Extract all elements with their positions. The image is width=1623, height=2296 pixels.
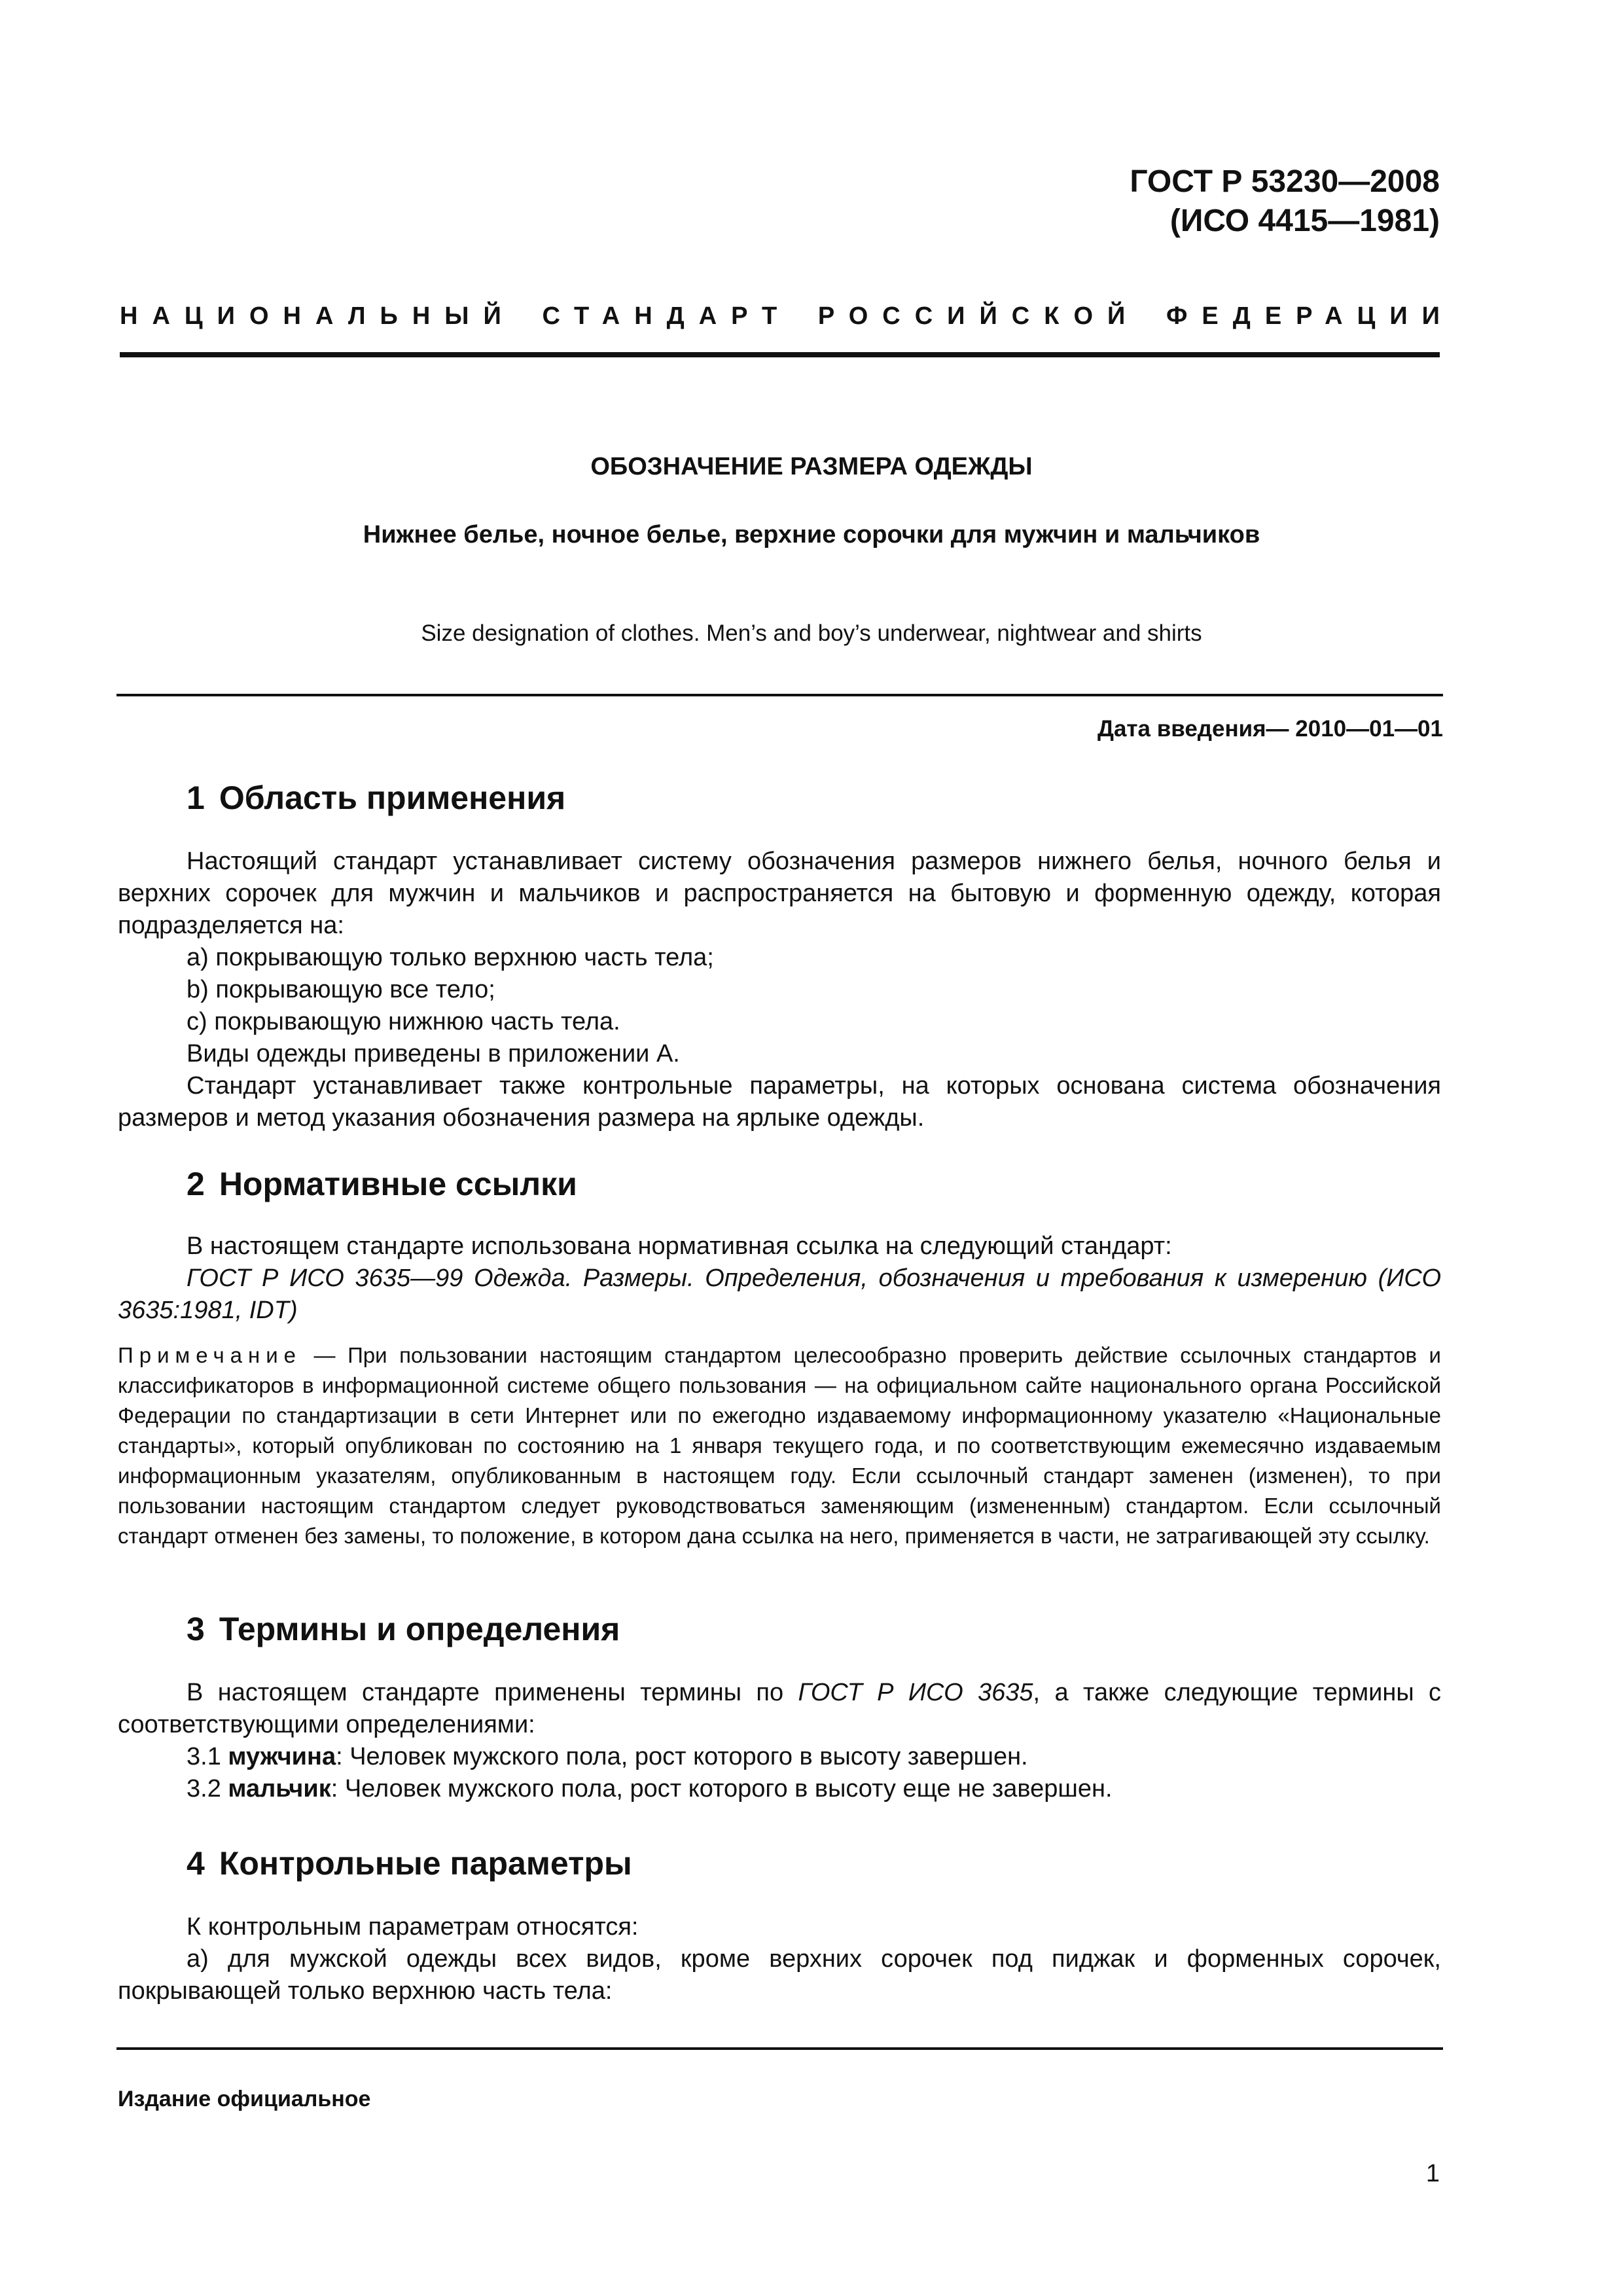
section-number: 2 [187, 1166, 205, 1202]
document-title: ОБОЗНАЧЕНИЕ РАЗМЕРА ОДЕЖДЫ [590, 453, 1033, 480]
section-heading-references [187, 1165, 577, 1203]
banner-word: НАЦИОНАЛЬНЫЙ [120, 302, 516, 330]
banner-word: СТАНДАРТ [542, 302, 792, 330]
note-label: Примечание [118, 1343, 302, 1367]
banner-word: РОССИЙСКОЙ [817, 302, 1140, 330]
section-title: Контрольные параметры [219, 1845, 632, 1882]
section-number: 3 [187, 1611, 205, 1647]
term-definition: : Человек мужского пола, рост которого в высоту еще не завершен. [330, 1775, 1113, 1803]
section-body-terms [118, 1677, 1441, 1805]
list-item: а) для мужской одежды всех видов, кроме верхних сорочек под пиджак и форменных сорочек, покрывающей только верхнюю часть тела: [118, 1945, 1441, 2005]
reference-inline: ГОСТ Р ИСО 3635 [798, 1679, 1033, 1706]
document-subtitle: Нижнее белье, ночное белье, верхние сорочки для мужчин и мальчиков [363, 521, 1260, 548]
note-block [118, 1340, 1441, 1551]
english-title: Size designation of clothes. Men’s and boy’s underwear, nightwear and shirts [421, 620, 1202, 646]
term: мужчина [228, 1743, 336, 1770]
term-number: 3.2 [187, 1775, 221, 1803]
term-entry [118, 1773, 1441, 1805]
gost-number: ГОСТ Р 53230—2008 [1130, 164, 1440, 199]
edition-label: Издание официальное [118, 2087, 371, 2111]
term-entry [118, 1741, 1441, 1773]
section-heading-terms [187, 1610, 620, 1648]
section-heading-scope [187, 779, 565, 817]
paragraph: Виды одежды приведены в приложении А. [187, 1040, 680, 1067]
paragraph: Стандарт устанавливает также контрольные параметры, на которых основана система обозначения размеров и метод указания обозначения размера на ярлыке одежды. [118, 1072, 1441, 1132]
title-divider [116, 694, 1443, 696]
term-number: 3.1 [187, 1743, 221, 1770]
section-number: 4 [187, 1845, 205, 1882]
section-body-control-parameters [118, 1911, 1441, 2007]
section-number: 1 [187, 780, 205, 816]
document-number-block [1130, 162, 1440, 241]
list-item: b) покрывающую все тело; [187, 976, 495, 1003]
paragraph: Настоящий стандарт устанавливает систему обозначения размеров нижнего белья, ночного белья и верхних сорочек для мужчин и мальчиков и распространяется на бытовую и форменную одежду, которая подразделяется на: [118, 848, 1441, 939]
list-item: a) покрывающую только верхнюю часть тела; [187, 944, 714, 971]
iso-number: (ИСО 4415—1981) [1169, 204, 1440, 238]
section-body-scope [118, 846, 1441, 1134]
national-standard-banner [120, 302, 1454, 331]
paragraph [118, 1677, 1441, 1741]
paragraph: В настоящем стандарте использована нормативная ссылка на следующий стандарт: [187, 1232, 1172, 1260]
text-span: В настоящем стандарте применены термины по [187, 1679, 798, 1706]
section-title: Область применения [219, 780, 566, 816]
section-title: Нормативные ссылки [219, 1166, 577, 1202]
page-number: 1 [1425, 2160, 1440, 2187]
paragraph: К контрольным параметрам относятся: [187, 1913, 639, 1941]
banner-word: ФЕДЕРАЦИИ [1166, 302, 1454, 330]
section-heading-control-parameters [187, 1844, 632, 1882]
list-item: c) покрывающую нижнюю часть тела. [187, 1008, 620, 1035]
term: мальчик [228, 1775, 331, 1803]
normative-reference: ГОСТ Р ИСО 3635—99 Одежда. Размеры. Определения, обозначения и требования к измерению (ИСО 3635:1981, IDT) [118, 1265, 1441, 1324]
term-definition: : Человек мужского пола, рост которого в высоту завершен. [336, 1743, 1028, 1770]
section-title: Термины и определения [219, 1611, 620, 1647]
header-divider [120, 352, 1440, 357]
text-span: , а также следующие термины с соответствующими определениями: [118, 1679, 1441, 1738]
note-text: — При пользовании настоящим стандартом целесообразно проверить действие ссылочных стандартов и классификаторов в информационной системе общего пользования — на официальном сайте национального органа Российской Федерации по стандартизации в сети Интернет или по ежегодно издаваемому информационному указателю «Национальные стандарты», который опубликован по состоянию на 1 января текущего года, и по соответствующим ежемесячно издаваемым информационным указателям, опубликованным в настоящем году. Если ссылочный стандарт заменен (изменен), то при пользовании настоящим стандартом следует руководствоваться заменяющим (измененным) стандартом. Если ссылочный стандарт отменен без замены, то положение, в котором дана ссылка на него, применяется в части, не затрагивающей эту ссылку. [118, 1343, 1441, 1548]
section-body-references [118, 1230, 1441, 1327]
introduction-date: Дата введения— 2010—01—01 [1097, 716, 1443, 742]
footer-divider [116, 2047, 1443, 2050]
